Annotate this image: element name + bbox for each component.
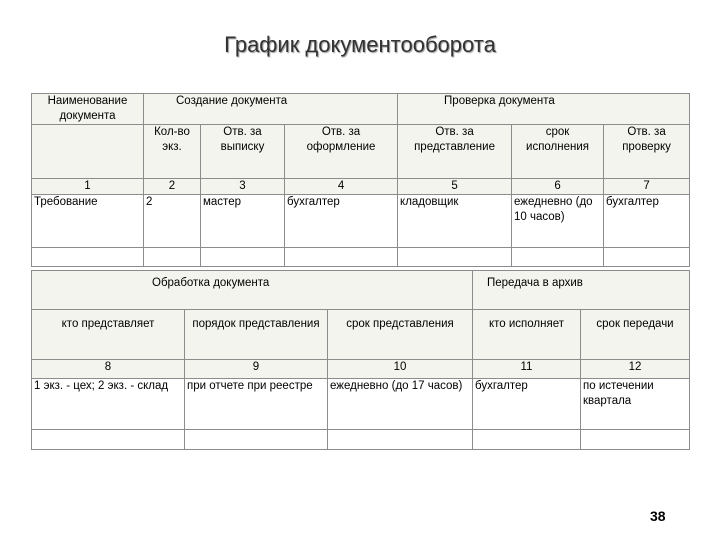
column-number: 9 <box>185 360 328 379</box>
column-number: 1 <box>32 179 144 195</box>
header-document-name: Наименование документа <box>32 94 144 125</box>
table-cell: по истечении квартала <box>581 379 690 430</box>
column-number: 6 <box>512 179 604 195</box>
header-archive: Передача в архив <box>473 271 690 310</box>
page-number: 38 <box>650 508 666 524</box>
table-cell <box>285 248 398 267</box>
subheader-cell: Отв. за выписку <box>201 125 285 179</box>
header-processing: Обработка документа <box>32 271 473 310</box>
table-cell: бухгалтер <box>473 379 581 430</box>
subheader-cell: Отв. за оформление <box>285 125 398 179</box>
table-cell: ежедневно (до 17 часов) <box>328 379 473 430</box>
table-cell <box>32 430 185 450</box>
header-empty-cell <box>32 125 144 179</box>
column-number: 8 <box>32 360 185 379</box>
subheader-cell: порядок представления <box>185 310 328 360</box>
table-row <box>32 195 690 248</box>
column-number: 10 <box>328 360 473 379</box>
table-cell: ежедневно (до 10 часов) <box>512 195 604 248</box>
subheader-cell: Отв. за представление <box>398 125 512 179</box>
column-number: 4 <box>285 179 398 195</box>
header-creation: Создание документа <box>144 94 398 125</box>
table-cell: 1 экз. - цех; 2 экз. - склад <box>32 379 185 430</box>
table-cell <box>185 430 328 450</box>
table-cell <box>144 248 201 267</box>
subheader-cell: Отв. за проверку <box>604 125 690 179</box>
table-cell: при отчете при реестре <box>185 379 328 430</box>
table-cell: мастер <box>201 195 285 248</box>
table-row <box>32 248 690 267</box>
table-cell <box>328 430 473 450</box>
document-flow-table-1 <box>31 93 690 267</box>
table-cell: бухгалтер <box>604 195 690 248</box>
table-cell <box>512 248 604 267</box>
column-number: 12 <box>581 360 690 379</box>
subheader-cell: кто представляет <box>32 310 185 360</box>
subheader-cell: Кол-во экз. <box>144 125 201 179</box>
table-cell <box>32 248 144 267</box>
table-cell <box>473 430 581 450</box>
page-title: График документооборота <box>224 32 496 57</box>
table-cell <box>201 248 285 267</box>
table-cell: 2 <box>144 195 201 248</box>
subheader-cell: кто исполняет <box>473 310 581 360</box>
column-number: 11 <box>473 360 581 379</box>
column-number: 2 <box>144 179 201 195</box>
table-row <box>32 430 690 450</box>
table-cell <box>581 430 690 450</box>
subheader-cell: срок исполнения <box>512 125 604 179</box>
table-row <box>32 379 690 430</box>
column-number: 7 <box>604 179 690 195</box>
table-cell: кладовщик <box>398 195 512 248</box>
header-check: Проверка документа <box>398 94 690 125</box>
subheader-cell: срок представления <box>328 310 473 360</box>
column-number: 3 <box>201 179 285 195</box>
table-cell: бухгалтер <box>285 195 398 248</box>
subheader-cell: срок передачи <box>581 310 690 360</box>
document-flow-table-2 <box>31 270 690 450</box>
column-number: 5 <box>398 179 512 195</box>
table-cell <box>398 248 512 267</box>
table-cell <box>604 248 690 267</box>
table-cell: Требование <box>32 195 144 248</box>
